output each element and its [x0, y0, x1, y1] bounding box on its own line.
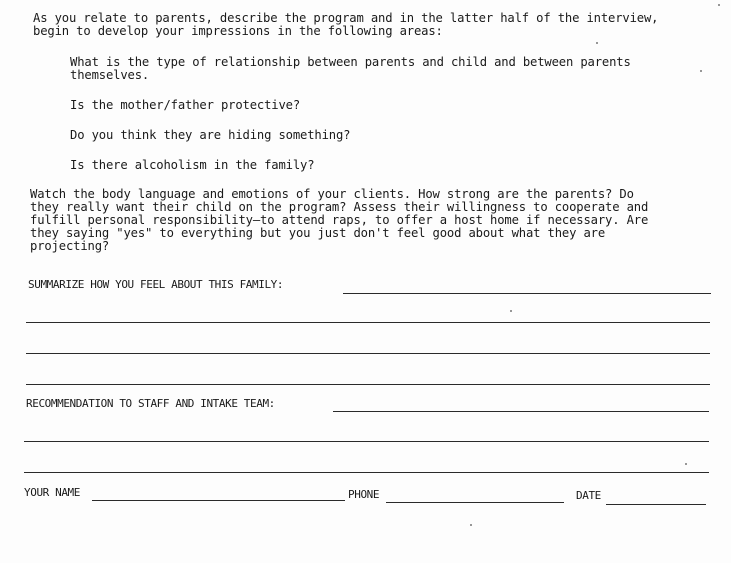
question-relationship-line-1: What is the type of relationship between parents and child and between parents: [70, 55, 631, 69]
recommendation-label: RECOMMENDATION TO STAFF AND INTAKE TEAM:: [26, 397, 275, 410]
guidance-line-2: they really want their child on the program? Assess their willingness to cooperate and: [30, 200, 649, 214]
scan-speck: [510, 310, 512, 312]
guidance-line-4: they saying "yes" to everything but you just don't feel good about what they are: [30, 226, 605, 240]
date-label: DATE: [576, 489, 601, 502]
intro-line-2: begin to develop your impressions in the following areas:: [33, 24, 443, 38]
question-protective: Is the mother/father protective?: [70, 98, 300, 112]
recommendation-line-2[interactable]: [24, 441, 709, 442]
question-hiding: Do you think they are hiding something?: [70, 128, 351, 142]
recommendation-line-3[interactable]: [24, 472, 709, 473]
scan-speck: [685, 463, 687, 465]
scan-speck: [596, 42, 598, 44]
guidance-line-3: fulfill personal responsibility—to attend raps, to offer a host home if necessary. Are: [30, 213, 649, 227]
guidance-line-5: projecting?: [30, 239, 110, 253]
recommendation-line-1[interactable]: [333, 411, 709, 412]
your-name-line[interactable]: [92, 500, 345, 501]
question-relationship-line-2: themselves.: [70, 68, 150, 82]
guidance-line-1: Watch the body language and emotions of your clients. How strong are the parents? Do: [30, 187, 634, 201]
question-alcoholism: Is there alcoholism in the family?: [70, 158, 315, 172]
summarize-line-2[interactable]: [26, 322, 710, 323]
scan-speck: [700, 70, 702, 72]
phone-line[interactable]: [386, 502, 564, 503]
summarize-line-3[interactable]: [26, 353, 710, 354]
summarize-line-4[interactable]: [26, 384, 710, 385]
phone-label: PHONE: [348, 488, 380, 501]
date-line[interactable]: [606, 504, 706, 505]
your-name-label: YOUR NAME: [24, 486, 81, 499]
scan-speck: [470, 524, 472, 526]
scan-speck: [718, 4, 720, 6]
intro-line-1: As you relate to parents, describe the program and in the latter half of the interview,: [33, 11, 659, 25]
summarize-line-1[interactable]: [343, 293, 711, 294]
summarize-label: SUMMARIZE HOW YOU FEEL ABOUT THIS FAMILY:: [28, 278, 284, 291]
